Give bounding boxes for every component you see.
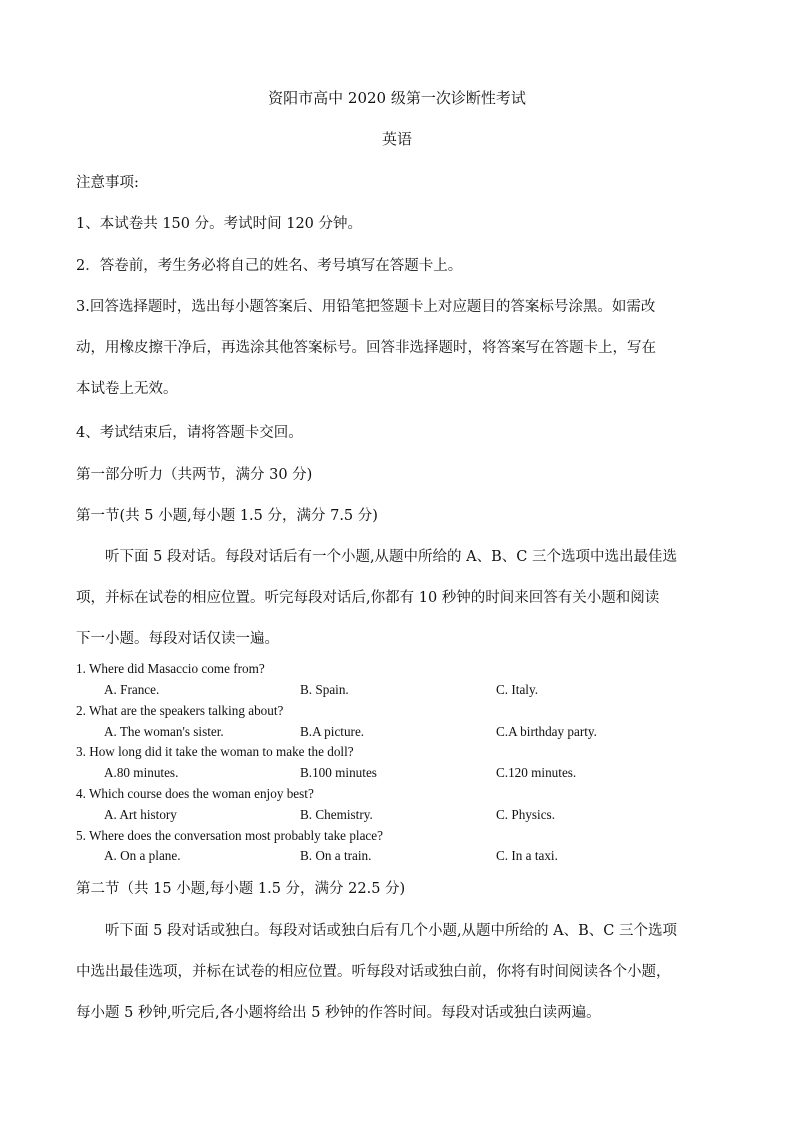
exam-subject: 英语 [381, 130, 412, 148]
question-5: 5. Where does the conversation most probably take place? [76, 828, 383, 843]
question-3-option-a: A.80 minutes. [104, 765, 179, 780]
question-4-option-c: C. Physics. [496, 807, 555, 822]
question-2-option-a: A. The woman's sister. [104, 724, 224, 739]
section2-heading: 第二节（共 15 小题,每小题 1.5 分，满分 22.5 分) [76, 881, 406, 897]
section1-instruction-line-3: 下一小题。每段对话仅读一遍。 [76, 631, 279, 647]
question-2: 2. What are the speakers talking about? [76, 703, 284, 718]
question-3: 3. How long did it take the woman to make the doll? [76, 744, 354, 759]
question-3-option-b: B.100 minutes [300, 765, 377, 780]
notice-item-4: 4、考试结束后，请将答题卡交回。 [76, 425, 303, 441]
part1-heading: 第一部分听力（共两节，满分 30 分) [76, 467, 313, 483]
section2-instruction-line-3: 每小题 5 秒钟,听完后,各小题将给出 5 秒钟的作答时间。每段对话或独白读两遍。 [76, 1005, 601, 1021]
notice-heading: 注意事项: [76, 175, 139, 191]
notice-item-3-line-1: 3.回答选择题时，选出每小题答案后、用铅笔把签题卡上对应题目的答案标号涂黑。如需改 [76, 299, 656, 315]
question-2-option-c: C.A birthday party. [496, 724, 597, 739]
exam-title: 资阳市高中 2020 级第一次诊断性考试 [268, 89, 526, 107]
notice-item-1: 1、本试卷共 150 分。考试时间 120 分钟。 [76, 216, 363, 232]
question-4-option-b: B. Chemistry. [300, 807, 373, 822]
question-1-option-b: B. Spain. [300, 682, 349, 697]
section1-instruction-line-1: 听下面 5 段对话。每段对话后有一个小题,从题中所给的 A、B、C 三个选项中选出最佳选 [105, 549, 677, 565]
question-5-option-a: A. On a plane. [104, 848, 181, 863]
question-1-option-a: A. France. [104, 682, 160, 697]
notice-item-3-line-2: 动，用橡皮擦干净后，再选涂其他答案标号。回答非选择题时，将答案写在答题卡上，写在 [76, 340, 656, 356]
section1-instruction-line-2: 项，并标在试卷的相应位置。听完每段对话后,你都有 10 秒钟的时间来回答有关小题和阅读 [76, 590, 660, 606]
question-1: 1. Where did Masaccio come from? [76, 661, 265, 676]
section2-instruction-line-1: 听下面 5 段对话或独白。每段对话或独白后有几个小题,从题中所给的 A、B、C 三个选项 [105, 923, 677, 939]
question-4-option-a: A. Art history [104, 807, 177, 822]
section1-heading: 第一节(共 5 小题,每小题 1.5 分，满分 7.5 分) [76, 508, 378, 524]
question-2-option-b: B.A picture. [300, 724, 365, 739]
question-4: 4. Which course does the woman enjoy best? [76, 786, 314, 801]
notice-item-2: 2．答卷前，考生务必将自己的姓名、考号填写在答题卡上。 [76, 258, 463, 274]
section2-instruction-line-2: 中选出最佳选项，并标在试卷的相应位置。听每段对话或独白前，你将有时间阅读各个小题， [76, 964, 671, 980]
question-5-option-c: C. In a taxi. [496, 848, 558, 863]
question-1-option-c: C. Italy. [496, 682, 538, 697]
question-5-option-b: B. On a train. [300, 848, 372, 863]
question-3-option-c: C.120 minutes. [496, 765, 577, 780]
notice-item-3-line-3: 本试卷上无效。 [76, 381, 178, 397]
